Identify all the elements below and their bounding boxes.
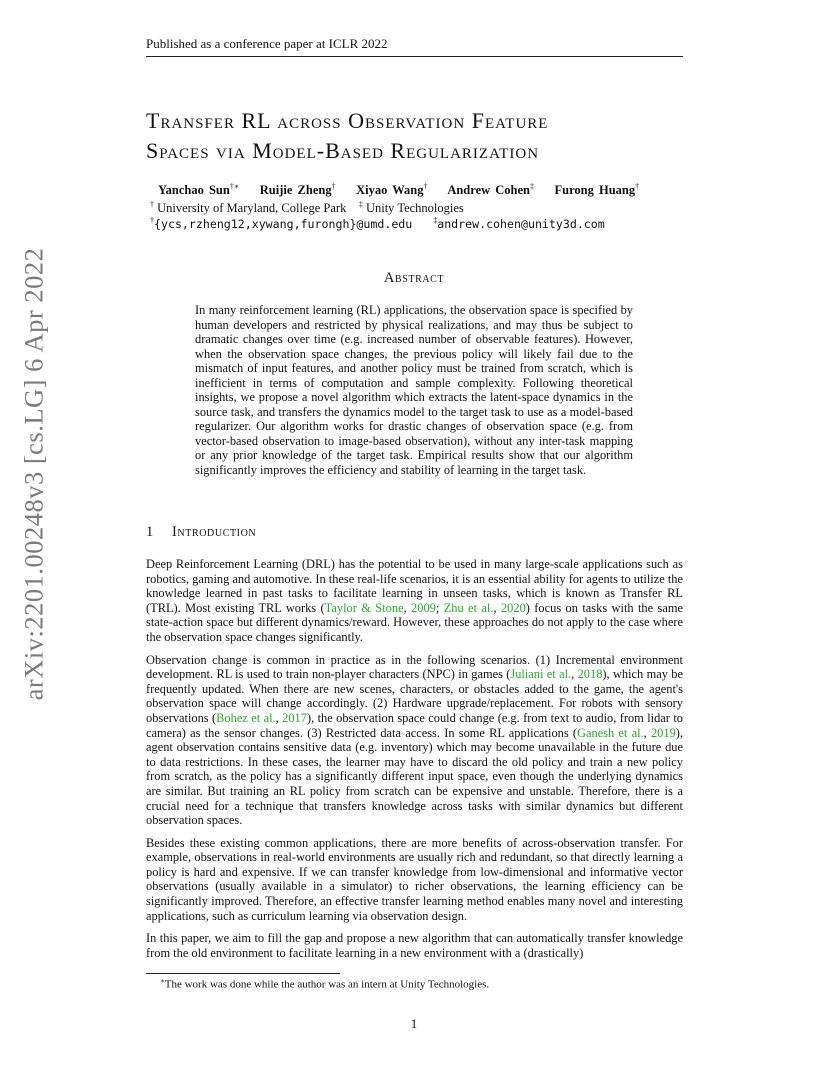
email-2[interactable]: andrew.cohen@unity3d.com (437, 216, 605, 231)
email-1[interactable]: {ycs,rzheng12,xywang,furongh}@umd.edu (154, 216, 413, 231)
citation-link[interactable]: 2009 (411, 600, 436, 615)
page-number: 1 (410, 1016, 418, 1031)
author: Andrew Cohen‡ (447, 182, 534, 198)
abstract-text: In many reinforcement learning (RL) applications, the observation space is specified by human developers and restricted by physical realizations, and may thus be subject to dramatic changes over time (e.g. increased number of observable features). However, when the observation space changes, the previous policy will likely fail due to the mismatch of input features, and another policy must be trained from scratch, which is inefficient in terms of computation and sample complexity. Following theoretical insights, we propose a novel algorithm which extracts the latent-space dynamics in the source task, and transfers the dynamics model to the target task to use as a model-based regularizer. Our algorithm works for drastic changes of observation space (e.g. from vector-based observation to image-based observation), without any inter-task mapping or any prior knowledge of the target task. Empirical results show that our algorithm significantly improves the efficiency and stability of learning in the target task. (195, 303, 633, 477)
paragraph: Deep Reinforcement Learning (DRL) has the potential to be used in many large-scale applications such as robotics, gaming and automotive. In these real-life scenarios, it is an essential ability for agents to utilize the knowledge learned in past tasks to facilitate learning in unseen tasks, which is known as Transfer RL (TRL). Most existing TRL works (Taylor & Stone, 2009; Zhu et al., 2020) focus on tasks with the same state-action space but different dynamics/reward. However, these approaches do not apply to the case where the observation space changes significantly. (146, 557, 684, 644)
body-text (146, 557, 683, 968)
author: Yanchao Sun†∗ (158, 182, 240, 198)
arxiv-id-text: arXiv:2201.00248v3 [cs.LG] 6 Apr 2022 (18, 247, 49, 701)
paragraph: Observation change is common in practice as in the following scenarios. (1) Incremental environment development. RL is used to train non-player characters (NPC) in games (Juliani et al., 2018), which may be frequently updated. When there are new scenes, characters, or obstacles added to the game, the agent's observation space will change accordingly. (2) Hardware upgrade/replacement. For robots with sensory observations (Bohez et al., 2017), the observation space could change (e.g. from text to audio, from lidar to camera) as the sensor changes. (3) Restricted data access. In some RL applications (Ganesh et al., 2019), agent observation contains sensitive data (e.g. inventory) which may become unavailable in the future due to data restrictions. In these cases, the learner may have to discard the old policy and train a new policy from scratch, as the policy has a significantly different input space, even though the underlying dynamics are similar. But training an RL policy from scratch can be expensive and unstable. Therefore, there is a crucial need for a technique that transfers knowledge across tasks with similar dynamics but different observation spaces. (146, 652, 683, 828)
citation-link[interactable]: Zhu et al. (443, 600, 494, 615)
arxiv-stamp (4, 247, 64, 701)
paragraph: Besides these existing common applications, there are more benefits of across-observation transfer. For example, observations in real-world environments are usually rich and redundant, so that directly learning a policy is hard and expensive. If we can transfer knowledge from low-dimensional and informative vector observations (usually available in a simulator) to richer observations, the learning efficiency can be significantly improved. Therefore, an effective transfer learning method enables many novel and interesting applications, such as curriculum learning via observation design. (146, 835, 683, 923)
author: Xiyao Wang† (356, 182, 428, 198)
abstract-heading: Abstract (383, 270, 445, 286)
email-line: †{ycs,rzheng12,xywang,furongh}@umd.edu ‡andrew.cohen@unity3d.com (150, 216, 605, 231)
affiliation-1: University of Maryland, College Park (157, 201, 347, 216)
citation-link[interactable]: Ganesh et al. (577, 725, 644, 740)
citation-link[interactable]: Taylor & Stone (324, 600, 404, 615)
paper-title (146, 106, 683, 166)
venue-text: Published as a conference paper at ICLR 2022 (146, 36, 388, 51)
author-list (158, 182, 639, 198)
citation-link[interactable]: Bohez et al. (216, 710, 276, 725)
citation-link[interactable]: 2017 (282, 710, 307, 725)
paragraph: In this paper, we aim to fill the gap and propose a new algorithm that can automatically transfer knowledge from the old environment to facilitate learning in a new environment with a (drastically) (146, 931, 683, 960)
section-number: 1 (146, 524, 154, 540)
citation-link[interactable]: 2018 (577, 667, 603, 682)
section-heading (146, 524, 256, 541)
section-title: Introduction (172, 524, 257, 540)
title-line-2: Spaces via Model-Based Regularization (146, 138, 540, 163)
affiliations: † University of Maryland, College Park ‡ Unity Technologies (150, 200, 464, 216)
citation-link[interactable]: 2019 (650, 725, 676, 740)
footnote-rule (146, 973, 340, 974)
running-header (146, 36, 683, 57)
affiliation-2: Unity Technologies (365, 201, 464, 216)
footnote: ∗The work was done while the author was an intern at Unity Technologies. (160, 977, 490, 991)
citation-link[interactable]: 2020 (500, 600, 526, 615)
title-line-1: Transfer RL across Observation Feature (146, 108, 549, 133)
citation-link[interactable]: Juliani et al. (510, 667, 572, 682)
author: Ruijie Zheng† (259, 182, 336, 198)
author: Furong Huang† (554, 182, 640, 198)
